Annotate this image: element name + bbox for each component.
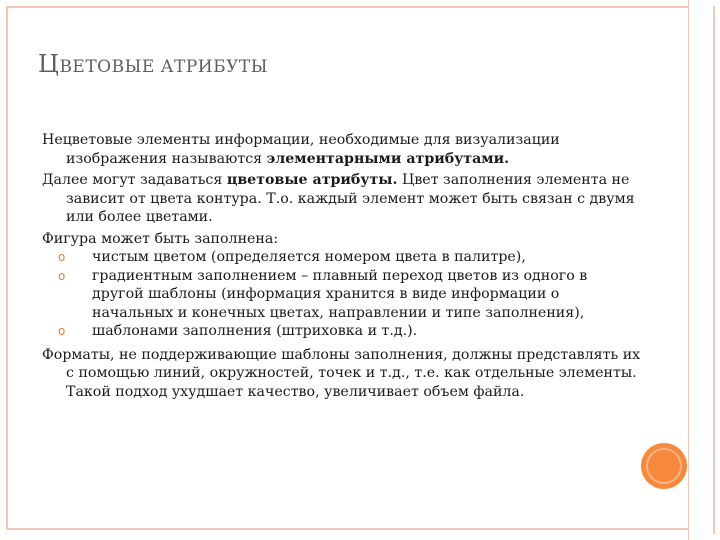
decorative-circle-icon	[641, 443, 687, 489]
slide-body	[42, 131, 642, 404]
paragraph-2	[42, 171, 642, 227]
paragraph-2-text-a: Далее могут задаваться	[42, 172, 227, 188]
list-item-text: чистым цветом (определяется номером цвета в палитре),	[92, 249, 526, 265]
decorative-circle-ring	[646, 448, 682, 484]
slide-title-rest: ВЕТОВЫЕ АТРИБУТЫ	[59, 57, 268, 77]
bullet-marker-icon: o	[58, 268, 66, 283]
slide-right-edge	[707, 6, 715, 534]
slide-title-first-letter: Ц	[38, 50, 60, 78]
paragraph-1-bold: элементарными атрибутами.	[266, 150, 510, 167]
paragraph-2-text-b: Цвет заполнения элемента не зависит от цвета контура. Т.о. каждый элемент может быть связан с двумя или более цветами.	[66, 172, 635, 225]
list-item	[42, 267, 642, 323]
slide-title	[38, 50, 268, 78]
slide-right-band	[688, 0, 720, 540]
list-item	[42, 322, 642, 341]
fill-types-list	[42, 248, 642, 341]
paragraph-2-bold: цветовые атрибуты.	[226, 172, 398, 188]
paragraph-4: Форматы, не поддерживающие шаблоны заполнения, должны представлять их с помощью линий, окружностей, точек и т.д., т.е. как отдельные элементы. Такой подход ухудшает качество, увеличивает объем файла.	[42, 346, 641, 400]
paragraph-1	[42, 131, 642, 168]
list-item-text: шаблонами заполнения (штриховка и т.д.).	[92, 323, 418, 339]
paragraph-1-text: Нецветовые элементы информации, необходимые для визуализации изображения называются	[42, 132, 560, 167]
list-item	[42, 248, 642, 267]
bullet-marker-icon: o	[58, 324, 66, 338]
bullet-marker-icon: o	[58, 250, 66, 264]
paragraph-3: Фигура может быть заполнена:	[42, 230, 279, 247]
list-item-text: градиентным заполнением – плавный переход цветов из одного в другой шаблоны (информация хранится в виде информации о начальных и конечных цветах, направлении и типе заполнения),	[92, 267, 588, 321]
